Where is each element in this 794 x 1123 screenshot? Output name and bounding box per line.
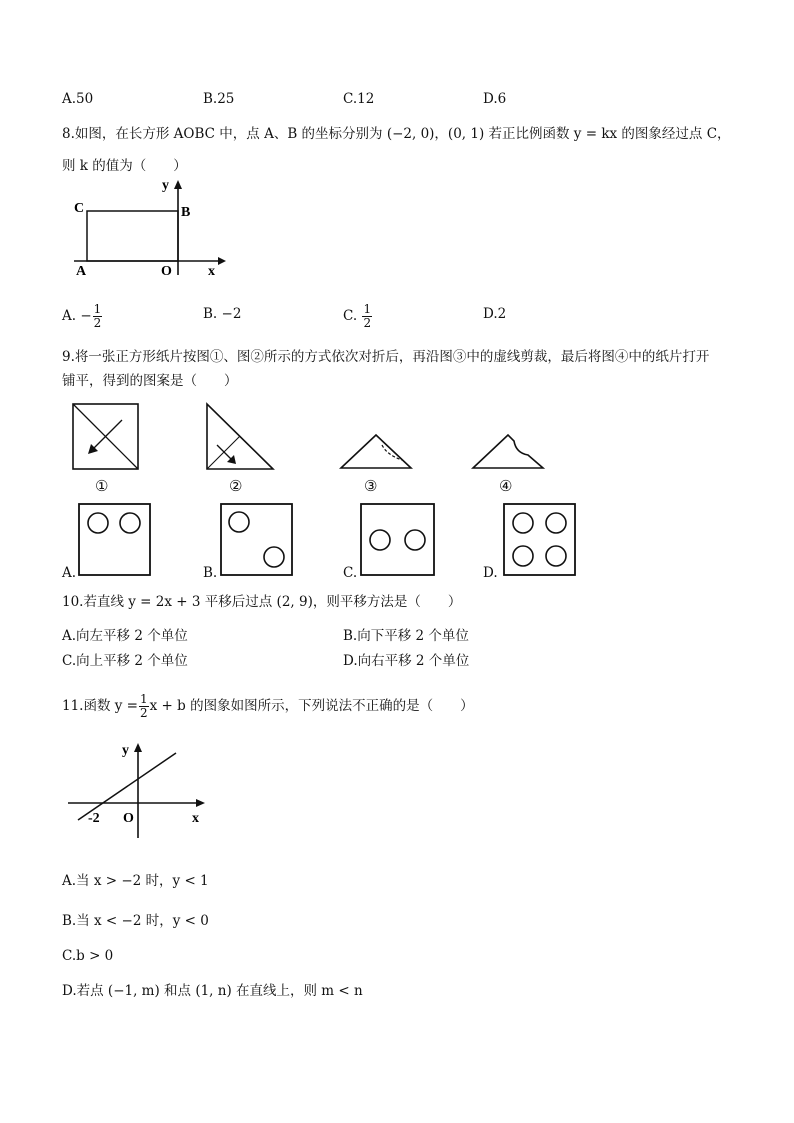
q10-stem: 10.若直线 y = 2x + 3 平移后过点 (2, 9)，则平移方法是（ ）: [62, 594, 462, 610]
q10-option-c: C.向上平移 2 个单位: [62, 653, 188, 669]
q7-option-a: A.50: [62, 91, 94, 107]
q11-option-a: A.当 x > −2 时，y < 1: [62, 873, 209, 889]
q8-option-c: C. $\frac{1}{2}$: [343, 302, 372, 330]
q10-option-d: D.向右平移 2 个单位: [343, 653, 470, 669]
q9-fold-step-3: [340, 433, 412, 471]
q11-label-x: x: [192, 811, 199, 826]
q9-step-label-3: ③: [364, 477, 378, 495]
q9-option-b-figure: [220, 503, 294, 577]
q11-label-neg2: -2: [88, 811, 100, 826]
q11-stem: 11.函数 y = $\frac{1}{2}$ x + b 的图象如图所示，下列说法不正确的是（ ）: [62, 692, 474, 720]
q9-option-d: D.: [483, 565, 498, 581]
q9-option-a: A.: [62, 565, 77, 581]
q8-label-b: B: [181, 205, 191, 220]
q8-label-y: y: [162, 178, 169, 193]
q7-option-b: B.25: [203, 91, 235, 107]
q9-option-c: C.: [343, 565, 358, 581]
q9-fold-step-2: [205, 403, 275, 471]
q8-figure: [70, 175, 230, 280]
q7-option-d: D.6: [483, 91, 507, 107]
q11-label-y: y: [122, 743, 129, 758]
q9-option-c-figure: [360, 503, 436, 577]
q9-fold-step-4: [472, 433, 544, 471]
q7-option-c: C.12: [343, 91, 375, 107]
q8-label-a: A: [76, 264, 87, 279]
q9-option-d-figure: [503, 503, 577, 577]
q8-option-b: B. −2: [203, 306, 242, 322]
q10-option-a: A.向左平移 2 个单位: [62, 628, 188, 644]
q9-option-a-figure: [78, 503, 152, 577]
q9-option-b: B.: [203, 565, 218, 581]
q11-option-d: D.若点 (−1, m) 和点 (1, n) 在直线上，则 m < n: [62, 983, 363, 999]
q9-step-label-4: ④: [499, 477, 513, 495]
q8-option-a: A. − $\frac{1}{2}$: [62, 302, 102, 330]
q9-step-label-2: ②: [229, 477, 243, 495]
q11-label-o: O: [123, 811, 134, 826]
q8-label-o: O: [161, 264, 172, 279]
q8-label-c: C: [74, 201, 85, 216]
q9-stem-line2: 铺平，得到的图案是（ ）: [62, 373, 238, 389]
q8-stem-line2: 则 k 的值为（ ）: [62, 158, 187, 174]
q11-option-c: C.b > 0: [62, 948, 114, 964]
q8-stem-line1: 8.如图，在长方形 AOBC 中，点 A、B 的坐标分别为 (−2, 0)，(0, 1) 若正比例函数 y = kx 的图象经过点 C，: [62, 126, 731, 142]
q11-figure: [66, 740, 211, 840]
q10-option-b: B.向下平移 2 个单位: [343, 628, 469, 644]
q8-option-d: D.2: [483, 306, 507, 322]
q9-step-label-1: ①: [95, 477, 109, 495]
q11-option-b: B.当 x < −2 时，y < 0: [62, 913, 209, 929]
q9-fold-step-1: [72, 403, 140, 471]
q8-label-x: x: [208, 264, 215, 279]
q9-stem-line1: 9.将一张正方形纸片按图①、图②所示的方式依次对折后，再沿图③中的虚线剪裁，最后将图④中的纸片打开: [62, 349, 710, 365]
